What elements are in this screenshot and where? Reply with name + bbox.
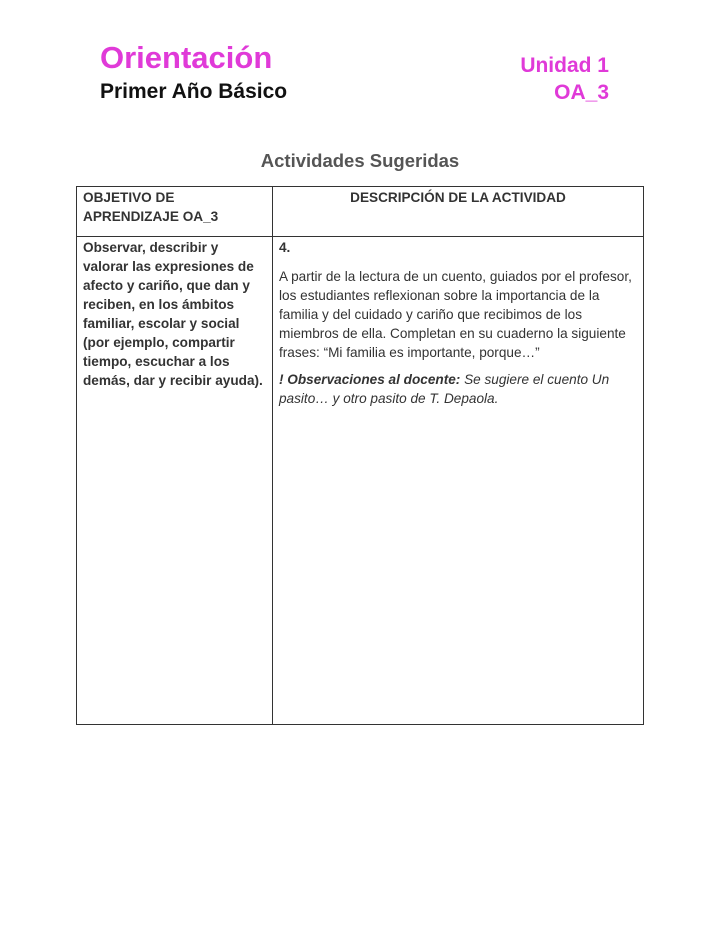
description-cell — [273, 237, 644, 725]
observation-label: ! Observaciones al docente: — [279, 372, 461, 387]
teacher-observation — [279, 370, 637, 408]
oa-label: OA_3 — [554, 81, 609, 104]
unit-label: Unidad 1 — [520, 54, 609, 77]
section-title: Actividades Sugeridas — [260, 150, 460, 171]
objective-cell — [77, 237, 273, 725]
table-row — [77, 237, 644, 725]
activity-number: 4. — [279, 240, 291, 255]
objective-text: Observar, describir y valorar las expresiones de afecto y cariño, que dan y reciben, en los ámbitos familiar, escolar y social (por ejemplo, compartir tiempo, escuchar a los demás, dar y recibir ayuda). — [83, 240, 263, 388]
grade-subtitle: Primer Año Básico — [100, 80, 288, 103]
observation-text: Se sugiere el cuento Un pasito… y otro pasito de T. Depaola. — [279, 372, 610, 406]
column-header-description: DESCRIPCIÓN DE LA ACTIVIDAD — [273, 187, 644, 237]
table-header-row — [77, 187, 644, 237]
activities-table — [76, 186, 644, 725]
subject-title: Orientación — [100, 40, 273, 75]
activity-description: A partir de la lectura de un cuento, guiados por el profesor, los estudiantes reflexionan sobre la importancia de la familia y del cuidado y cariño que recibimos de los miembros de ella. Completan en su cuaderno la siguiente frases: “Mi familia es importante, porque…” — [279, 269, 632, 360]
column-header-objective: OBJETIVO DE APRENDIZAJE OA_3 — [77, 187, 273, 237]
